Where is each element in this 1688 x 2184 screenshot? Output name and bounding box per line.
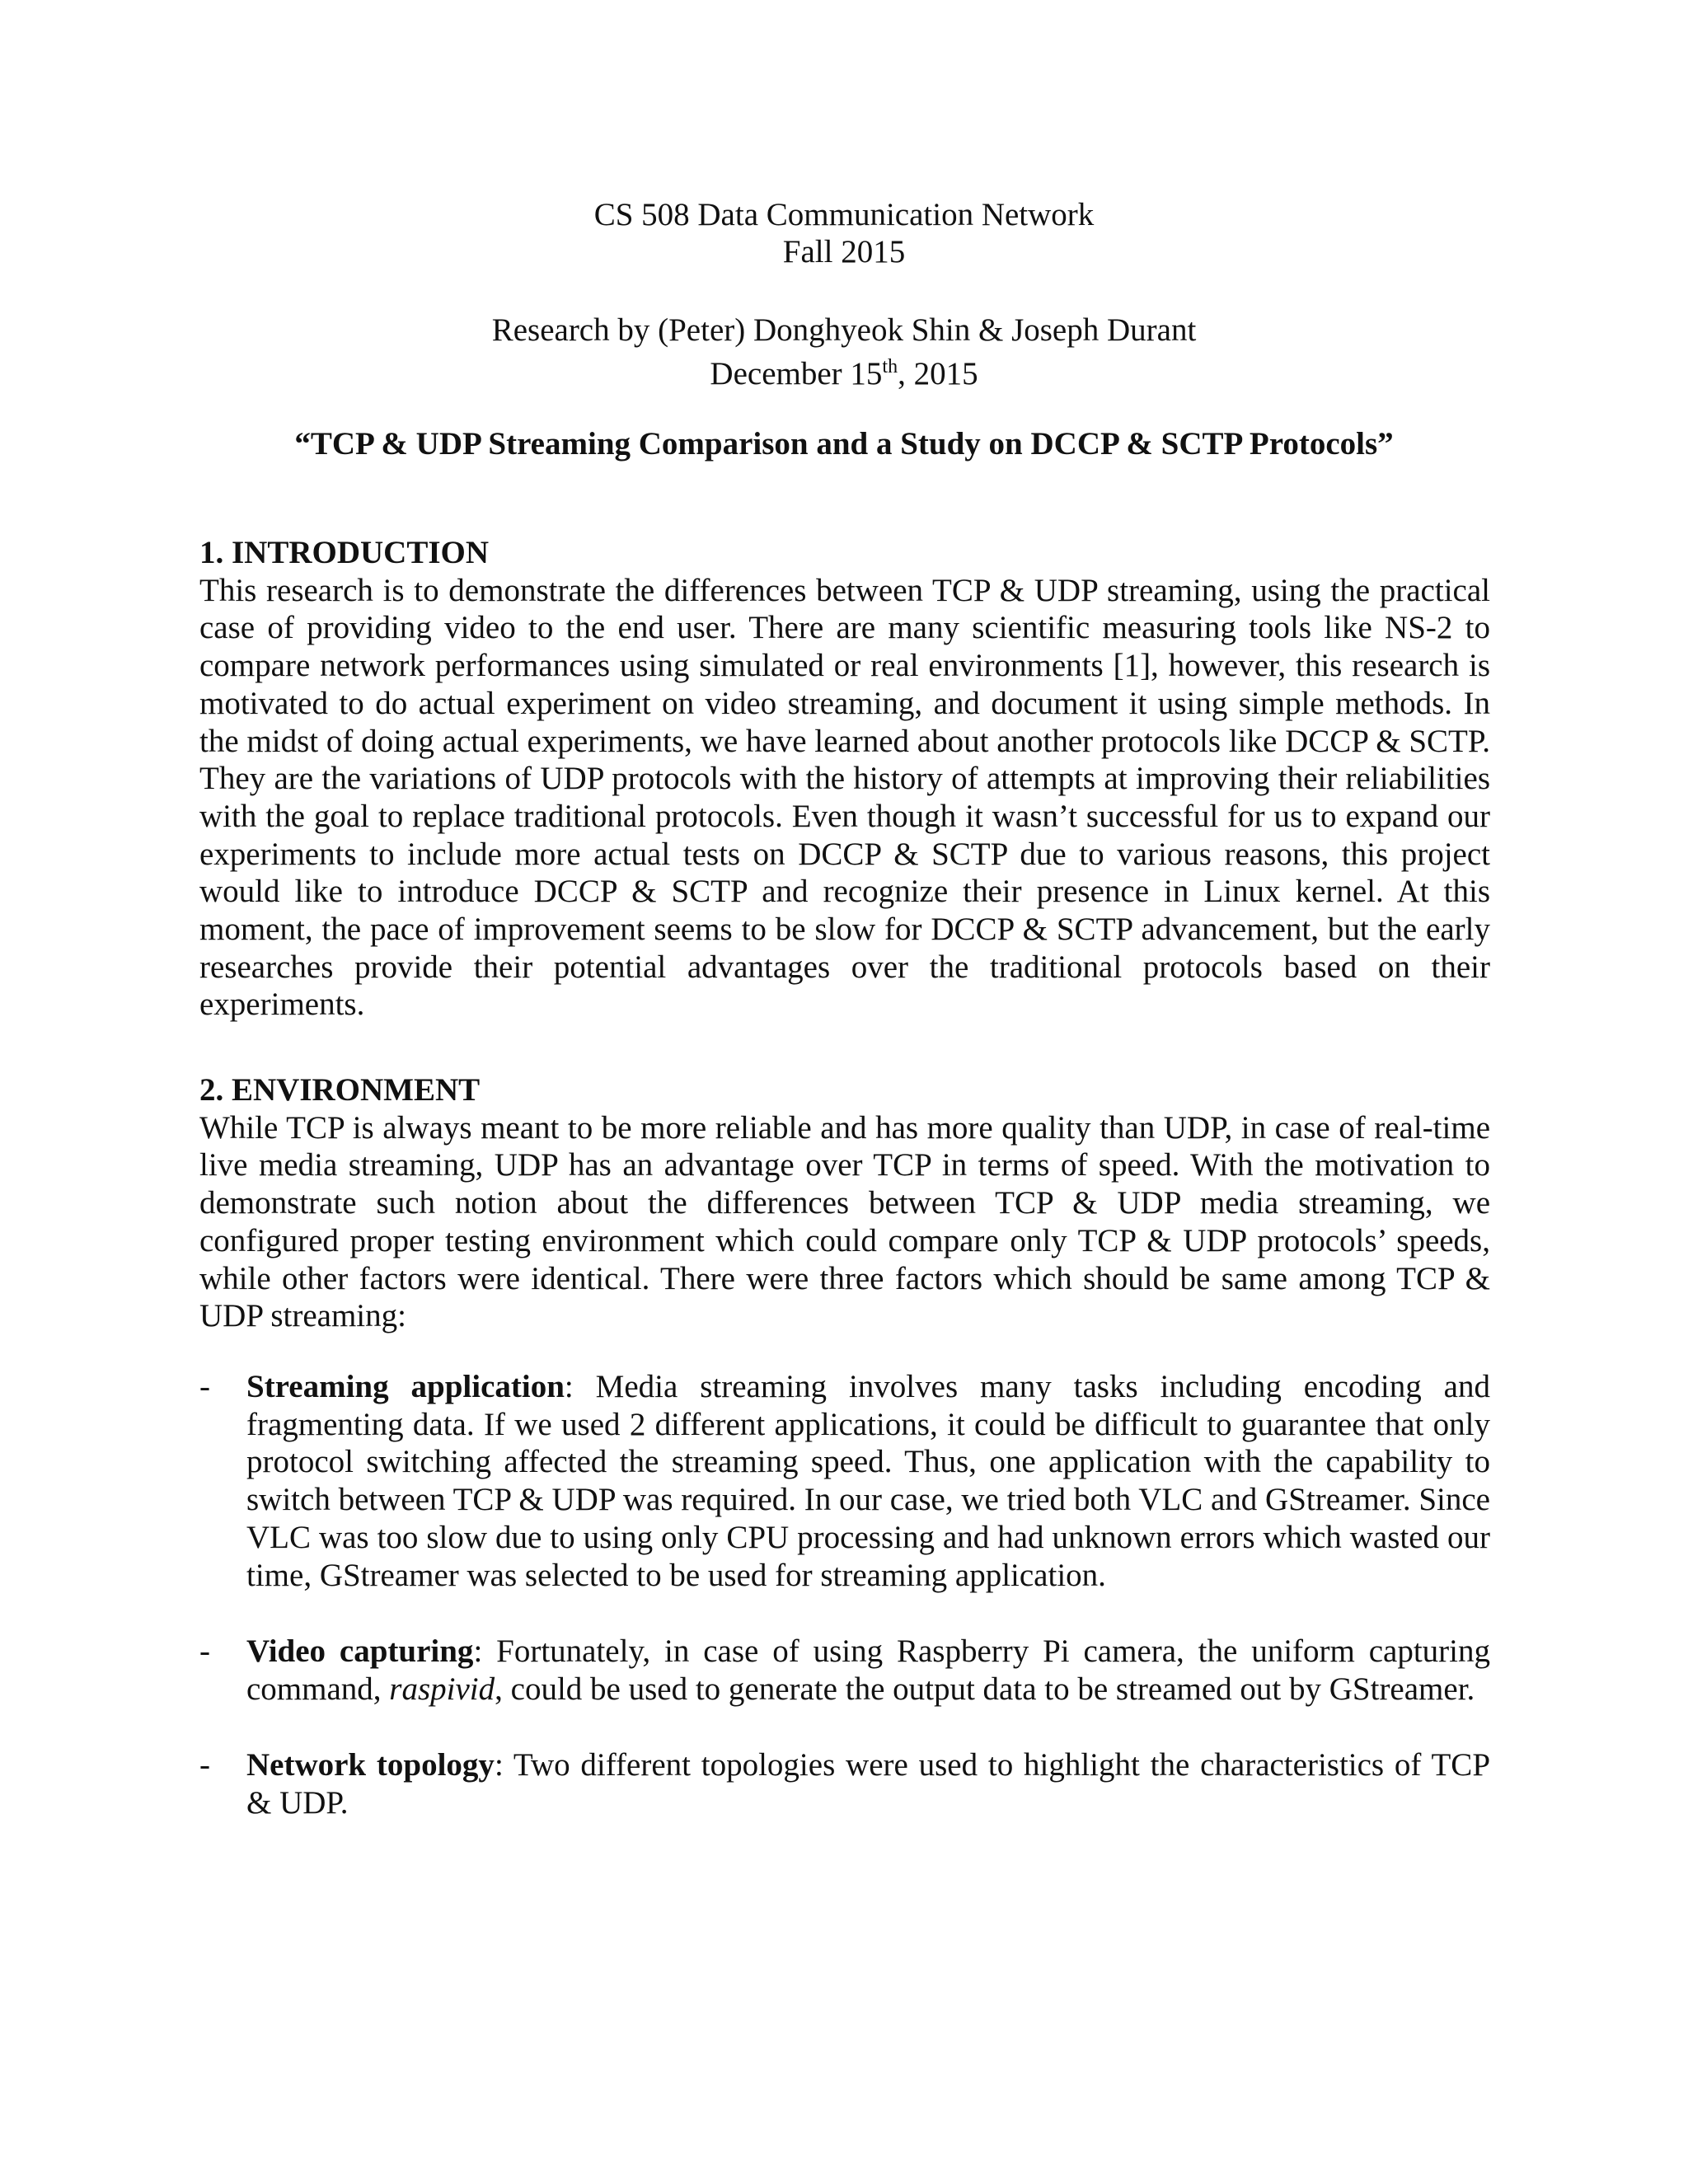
bullet-dash: - bbox=[199, 1633, 210, 1669]
section-heading: 2. ENVIRONMENT bbox=[199, 1072, 481, 1108]
authors: Research by (Peter) Donghyeok Shin & Joseph Durant bbox=[491, 312, 1197, 348]
section-body: This research is to demonstrate the differences between TCP & UDP streaming, using the practical case of providing video to the end user. There are many scientific measuring tools like NS-2 to compare network performances using simulated or real environments [1], however, this research is motivated to do actual experiment on video streaming, and document it using simple methods. In the midst of doing actual experiments, we have learned about another protocols like DCCP & SCTP. They are the variations of UDP protocols with the history of attempts at improving their reliabilities with the goal to replace traditional protocols. Even though it wasn’t successful for us to expand our experiments to include more actual tests on DCCP & SCTP due to various reasons, this project would like to introduce DCCP & SCTP and recognize their presence in Linux kernel. At this moment, the pace of improvement seems to be slow for DCCP & SCTP advancement, but the early researches provide their potential advantages over the traditional protocols based on their experiments. bbox=[199, 572, 1490, 1023]
date-year: , 2015 bbox=[898, 356, 978, 391]
bullet-dash: - bbox=[199, 1369, 210, 1404]
section-environment bbox=[199, 1071, 1490, 1335]
bullet-dash: - bbox=[199, 1747, 210, 1783]
section-body: While TCP is always meant to be more reliable and has more quality than UDP, in case of real-time live media streaming, UDP has an advantage over TCP in terms of speed. With the motivation to demonstrate such notion about the differences between TCP & UDP media streaming, we configured proper testing environment which could compare only TCP & UDP protocols’ speeds, while other factors were identical. There were three factors which should be same among TCP & UDP streaming: bbox=[199, 1109, 1490, 1334]
author-header bbox=[0, 312, 1688, 392]
bullet-description: : Two different topologies were used to highlight the characteristics of TCP & UDP. bbox=[246, 1747, 1491, 1821]
date-superscript: th bbox=[882, 356, 898, 377]
bullet-text bbox=[246, 1746, 1490, 1821]
bullet-term: Video capturing bbox=[246, 1633, 474, 1669]
bullet-term: Streaming application bbox=[246, 1369, 565, 1404]
bullet-description-end: , could be used to generate the output data to be streamed out by GStreamer. bbox=[495, 1671, 1475, 1707]
bullet-term: Network topology bbox=[246, 1747, 495, 1783]
bullet-text bbox=[246, 1633, 1490, 1708]
course-name: CS 508 Data Communication Network bbox=[593, 197, 1095, 232]
course-term: Fall 2015 bbox=[782, 234, 906, 269]
bullet-command: raspivid bbox=[389, 1671, 495, 1707]
section-heading: 1. INTRODUCTION bbox=[199, 535, 490, 570]
bullet-description: : Media streaming involves many tasks including encoding and fragmenting data. If we used 2 different applications, it could be difficult to guarantee that only protocol switching affected the streaming speed. Thus, one application with the capability to switch between TCP & UDP was required. In our case, we tried both VLC and GStreamer. Since VLC was too slow due to using only CPU processing and had unknown errors which wasted our time, GStreamer was selected to be used for streaming application. bbox=[246, 1369, 1490, 1593]
section-introduction bbox=[199, 534, 1490, 1024]
date bbox=[0, 349, 1688, 392]
course-header bbox=[0, 196, 1688, 270]
date-month: December 15 bbox=[710, 356, 883, 391]
bullet-description-start: : Fortunately, in case of using Raspberry Pi camera, the uniform capturing command, bbox=[246, 1633, 1490, 1707]
paper-title: “TCP & UDP Streaming Comparison and a Study on DCCP & SCTP Protocols” bbox=[294, 426, 1394, 462]
bullet-text bbox=[246, 1368, 1490, 1594]
